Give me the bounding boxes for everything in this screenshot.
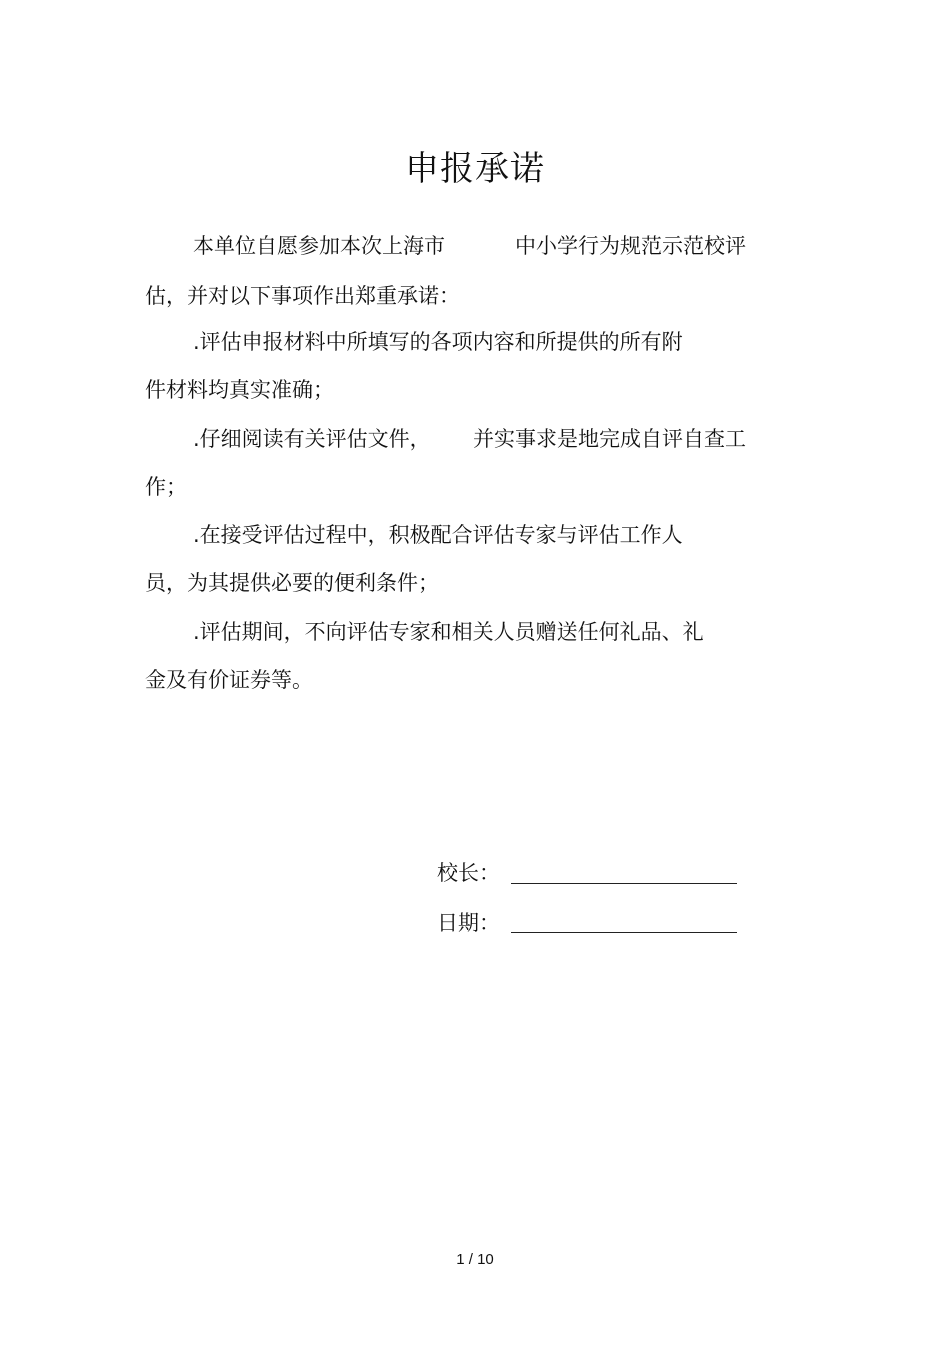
item-4-line-2: 金及有价证券等。: [145, 668, 313, 692]
item-4-line-1: .评估期间，不向评估专家和相关人员赠送任何礼品、礼: [193, 620, 704, 644]
intro-line-1b: 中小学行为规范示范校评: [515, 234, 746, 258]
page-number: 1 / 10: [456, 1251, 494, 1268]
item-2-line-1b: 并实事求是地完成自评自查工: [473, 427, 746, 451]
intro-line-2: 估，并对以下事项作出郑重承诺：: [145, 284, 460, 308]
item-1-line-1: .评估申报材料中所填写的各项内容和所提供的所有附: [193, 330, 683, 354]
item-3-line-2: 员，为其提供必要的便利条件；: [145, 571, 439, 595]
item-1-line-2: 件材料均真实准确；: [145, 378, 334, 402]
date-signature-line[interactable]: [511, 932, 737, 933]
intro-line-1a: 本单位自愿参加本次上海市: [193, 234, 445, 258]
item-3-line-1: .在接受评估过程中，积极配合评估专家与评估工作人: [193, 523, 683, 547]
document-title: 申报承诺: [405, 149, 545, 189]
item-2-line-1a: .仔细阅读有关评估文件，: [193, 427, 431, 451]
principal-label: 校长：: [437, 861, 500, 885]
item-2-line-2: 作；: [145, 475, 187, 499]
date-label: 日期：: [437, 911, 500, 935]
principal-signature-line[interactable]: [511, 883, 737, 884]
